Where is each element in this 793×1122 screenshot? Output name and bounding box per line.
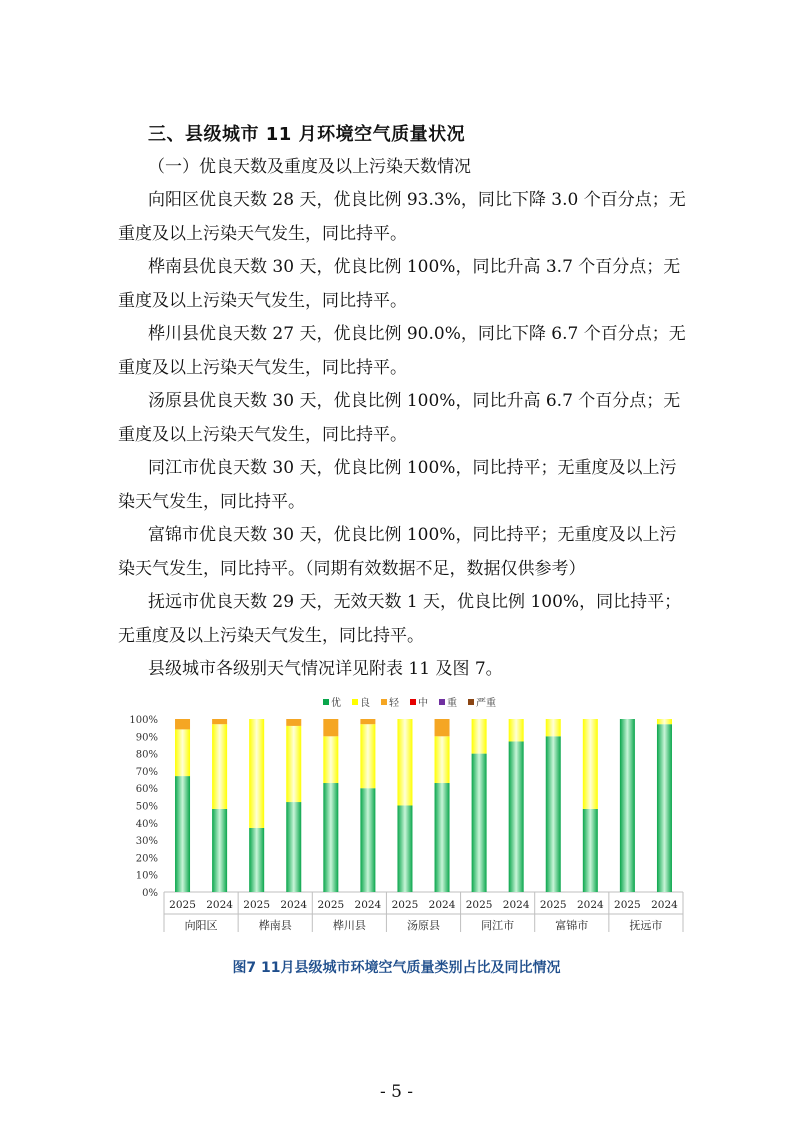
bar-segment [435,719,450,736]
legend-label: 优 [331,698,341,709]
legend-swatch [381,699,387,705]
y-tick-label: 60% [135,784,158,796]
x-group-label: 抚远市 [629,919,663,932]
x-year-label: 2024 [428,899,456,911]
bar-segment [323,736,338,783]
bar-segment [212,809,227,892]
y-tick-label: 90% [135,732,158,744]
legend-label: 良 [360,698,370,709]
x-year-label: 2025 [317,899,345,911]
bar-segment [620,719,635,892]
legend-swatch [323,699,329,705]
section-title: 三、县级城市 11 月环境空气质量状况 [148,124,466,145]
bar-segment [583,719,598,809]
y-tick-label: 50% [135,801,158,813]
legend-label: 中 [418,698,428,709]
paragraph-xiangyang: 向阳区优良天数 28 天，优良比例 93.3%，同比下降 3.0 个百分点；无重度及以上污染天气发生，同比持平。 [118,190,686,244]
bar-segment [286,802,301,892]
x-year-label: 2024 [651,899,678,911]
x-year-label: 2024 [576,899,604,911]
bar-segment [657,719,672,724]
bar-segment [546,736,561,892]
x-year-label: 2025 [539,899,567,911]
paragraph-fujin: 富锦市优良天数 30 天，优良比例 100%，同比持平；无重度及以上污染天气发生，同比持平。（同期有效数据不足，数据仅供参考） [118,525,677,579]
x-year-label: 2024 [206,899,233,911]
paragraph-huachuan: 桦川县优良天数 27 天，优良比例 90.0%，同比下降 6.7 个百分点；无重度及以上污染天气发生，同比持平。 [118,324,686,378]
y-tick-label: 0% [142,888,158,899]
bar-segment [212,719,227,724]
paragraph-tongjiang: 同江市优良天数 30 天，优良比例 100%，同比持平；无重度及以上污染天气发生，同比持平。 [118,458,677,512]
x-group-label: 汤原县 [407,919,440,932]
bar-segment [286,719,301,726]
bar-segment [175,776,190,892]
x-year-label: 2024 [280,899,308,911]
x-group-label: 桦川县 [332,919,366,932]
x-year-label: 2025 [391,899,419,911]
bar-segment [360,719,375,724]
bar-segment [249,828,264,892]
x-year-label: 2025 [465,899,493,911]
bar-segment [509,741,524,892]
bar-segment [546,719,561,736]
bar-segment [435,736,450,783]
bar-segment [657,724,672,892]
x-year-label: 2025 [614,899,641,911]
bar-segment [397,806,412,893]
bar-segment [212,724,227,809]
x-group-label: 桦南县 [258,919,292,932]
legend-swatch [468,699,474,705]
bar-segment [583,809,598,892]
bar-segment [323,783,338,892]
paragraph-tangyuan: 汤原县优良天数 30 天，优良比例 100%，同比升高 6.7 个百分点；无重度及以上污染天气发生，同比持平。 [118,391,681,445]
y-tick-label: 30% [135,836,158,848]
x-group-label: 富锦市 [555,919,589,932]
bar-segment [360,788,375,892]
bar-segment [175,719,190,729]
paragraph-fuyuan: 抚远市优良天数 29 天，无效天数 1 天，优良比例 100%，同比持平；无重度及以上污染天气发生，同比持平。 [118,592,682,646]
x-year-label: 2024 [354,899,382,911]
legend-label: 重 [447,698,457,709]
figure-caption: 图7 11月县级城市环境空气质量类别占比及同比情况 [232,960,561,976]
page-number: - 5 - [379,1082,414,1102]
legend-swatch [439,699,445,705]
air-quality-chart [118,693,688,943]
x-year-label: 2024 [502,899,530,911]
y-tick-label: 100% [129,715,158,726]
bar-segment [472,754,487,892]
y-tick-label: 20% [135,853,158,865]
y-tick-label: 80% [135,749,158,761]
y-tick-label: 70% [135,766,158,778]
y-tick-label: 10% [135,870,158,882]
bar-segment [249,719,264,828]
bar-segment [175,729,190,776]
x-year-label: 2025 [169,899,196,911]
bar-segment [286,726,301,802]
subsection-title: （一）优良天数及重度及以上污染天数情况 [148,157,471,177]
bar-segment [472,719,487,754]
bar-segment [509,719,524,741]
paragraph-huanan: 桦南县优良天数 30 天，优良比例 100%，同比升高 3.7 个百分点；无重度及以上污染天气发生，同比持平。 [118,257,681,311]
legend-swatch [410,699,416,705]
legend-label: 轻 [389,698,399,709]
legend-swatch [352,699,358,705]
paragraph-reference: 县级城市各级别天气情况详见附表 11 及图 7。 [148,659,503,679]
x-year-label: 2025 [243,899,271,911]
legend-label: 严重 [476,698,496,709]
bar-segment [323,719,338,736]
x-group-label: 同江市 [481,919,515,932]
bar-segment [435,783,450,892]
y-tick-label: 40% [135,818,158,830]
bar-segment [360,724,375,788]
x-group-label: 向阳区 [184,919,218,932]
bar-segment [397,719,412,806]
